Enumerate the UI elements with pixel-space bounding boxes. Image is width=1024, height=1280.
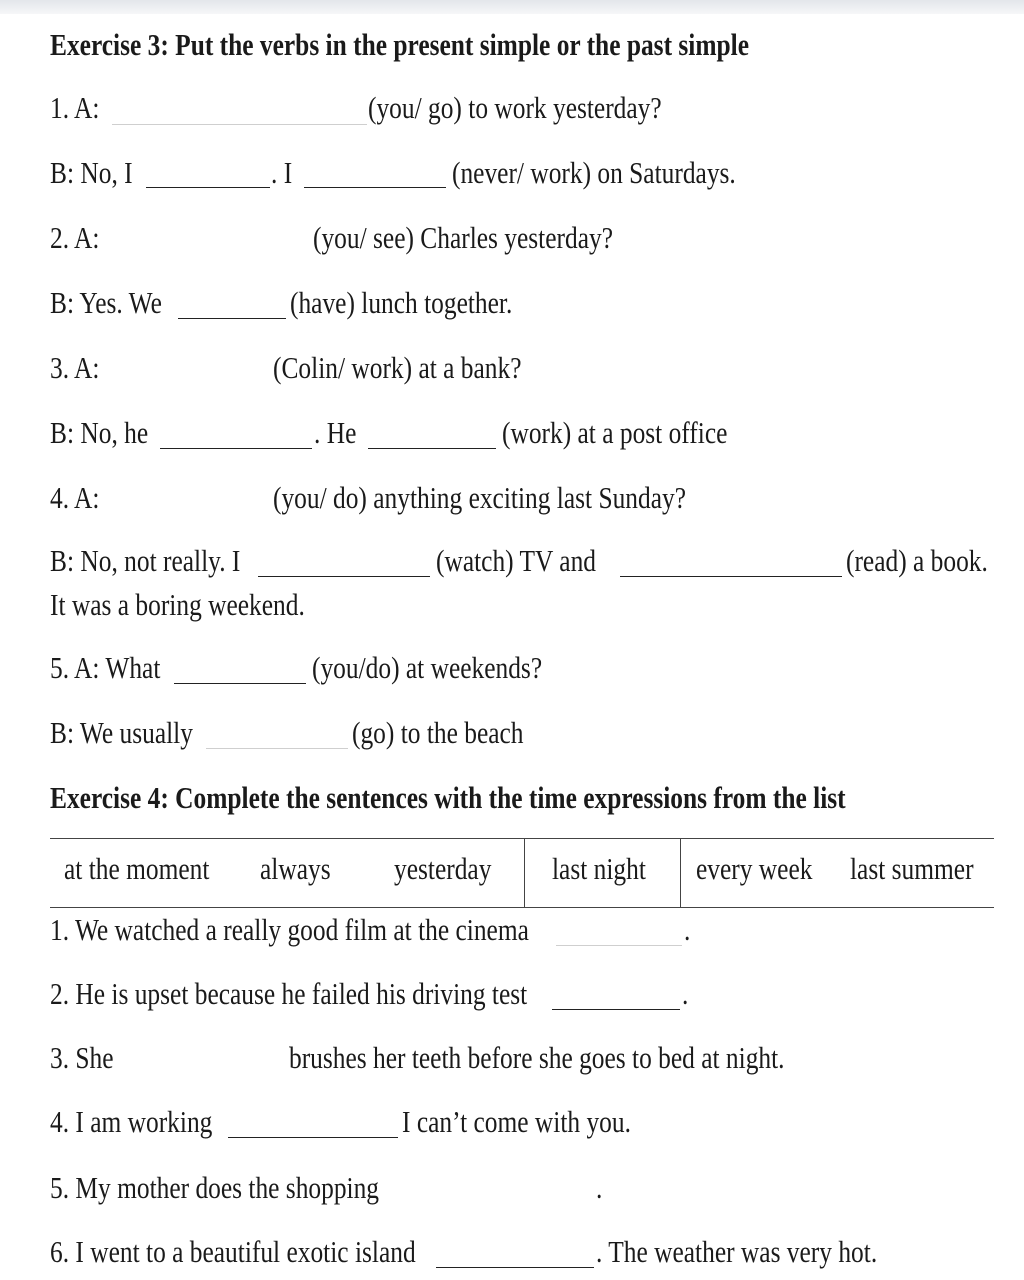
- answer-blank[interactable]: [146, 163, 270, 188]
- answer-blank[interactable]: [174, 659, 306, 684]
- sentence-end: .: [682, 976, 689, 1011]
- prompt-text: (have) lunch together.: [290, 285, 513, 320]
- item-prefix: B: No, I: [50, 155, 133, 190]
- ex3-item-1a: [50, 90, 99, 126]
- sentence-text: 4. I am working: [50, 1104, 213, 1139]
- word-cell: yesterday: [394, 851, 492, 886]
- item-prefix: B: No, he: [50, 415, 149, 450]
- item-prefix: 1. A:: [50, 90, 100, 125]
- answer-blank[interactable]: [556, 921, 682, 946]
- item-prefix: B: We usually: [50, 715, 193, 750]
- answer-blank[interactable]: [392, 1179, 592, 1204]
- sentence-text: 2. He is upset because he failed his driving test: [50, 976, 528, 1011]
- answer-blank[interactable]: [112, 360, 272, 385]
- ex4-sentence-4: [50, 1104, 212, 1140]
- item-prefix: 2. A:: [50, 220, 100, 255]
- word-cell: every week: [696, 851, 813, 886]
- ex3-item-4a: [50, 480, 99, 516]
- table-divider: [680, 839, 681, 907]
- answer-blank[interactable]: [620, 552, 842, 577]
- ex4-sentence-6: [50, 1234, 416, 1270]
- prompt-text: (read) a book.: [846, 543, 988, 578]
- prompt-text: (Colin/ work) at a bank?: [273, 350, 522, 385]
- prompt-text: . He: [314, 415, 357, 450]
- prompt-text: (you/do) at weekends?: [312, 650, 543, 685]
- prompt-text: (go) to the beach: [352, 715, 524, 750]
- item-prefix: 5. A: What: [50, 650, 161, 685]
- answer-blank[interactable]: [122, 1049, 284, 1074]
- item-prefix: 4. A:: [50, 480, 100, 515]
- ex3-item-1b: [50, 155, 133, 191]
- ex4-sentence-3: [50, 1040, 114, 1076]
- ex3-item-2a: [50, 220, 99, 256]
- answer-blank[interactable]: [112, 490, 272, 515]
- ex3-item-4b: [50, 543, 240, 579]
- prompt-text: (work) at a post office: [502, 415, 728, 450]
- answer-blank[interactable]: [552, 985, 680, 1010]
- word-cell: always: [260, 851, 331, 886]
- answer-blank[interactable]: [304, 163, 446, 188]
- ex3-item-5b: [50, 715, 193, 751]
- prompt-text: (you/ do) anything exciting last Sunday?: [273, 480, 687, 515]
- answer-blank[interactable]: [436, 1243, 594, 1268]
- prompt-text: (never/ work) on Saturdays.: [452, 155, 736, 190]
- ex3-item-5a: [50, 650, 160, 686]
- answer-blank[interactable]: [112, 230, 312, 255]
- ex4-sentence-2: [50, 976, 527, 1012]
- exercise-3-title: Exercise 3: Put the verbs in the present simple or the past simple: [50, 27, 750, 62]
- ex3-item-3a: [50, 350, 99, 386]
- time-expressions-table: [50, 838, 994, 908]
- item-prefix: B: No, not really. I: [50, 543, 241, 578]
- sentence-end: brushes her teeth before she goes to bed at night.: [289, 1040, 785, 1075]
- ex3-item-4b-continued: It was a boring weekend.: [50, 587, 305, 622]
- item-prefix: 3. A:: [50, 350, 100, 385]
- sentence-text: 3. She: [50, 1040, 114, 1075]
- sentence-end: .: [684, 912, 691, 947]
- prompt-text: (you/ go) to work yesterday?: [368, 90, 662, 125]
- word-cell: last night: [552, 851, 646, 886]
- prompt-text: . I: [271, 155, 293, 190]
- sentence-text: 1. We watched a really good film at the cinema: [50, 912, 529, 947]
- answer-blank[interactable]: [206, 724, 348, 749]
- sentence-text: 6. I went to a beautiful exotic island: [50, 1234, 416, 1269]
- answer-blank[interactable]: [368, 424, 496, 449]
- sentence-end: . The weather was very hot.: [596, 1234, 878, 1269]
- ex4-sentence-1: [50, 912, 529, 948]
- prompt-text: (you/ see) Charles yesterday?: [313, 220, 613, 255]
- answer-blank[interactable]: [178, 294, 286, 319]
- ex3-item-2b: [50, 285, 162, 321]
- word-cell: at the moment: [64, 851, 210, 886]
- answer-blank[interactable]: [160, 424, 312, 449]
- sentence-end: .: [596, 1170, 603, 1205]
- exercise-4-title: Exercise 4: Complete the sentences with the time expressions from the list: [50, 780, 846, 815]
- answer-blank[interactable]: [228, 1113, 398, 1138]
- prompt-text: (watch) TV and: [436, 543, 597, 578]
- ex4-sentence-5: [50, 1170, 379, 1206]
- table-divider: [524, 839, 525, 907]
- answer-blank[interactable]: [112, 100, 367, 125]
- sentence-end: I can’t come with you.: [402, 1104, 631, 1139]
- answer-blank[interactable]: [258, 552, 430, 577]
- word-cell: last summer: [850, 851, 974, 886]
- ex3-item-3b: [50, 415, 148, 451]
- item-prefix: B: Yes. We: [50, 285, 162, 320]
- sentence-text: 5. My mother does the shopping: [50, 1170, 380, 1205]
